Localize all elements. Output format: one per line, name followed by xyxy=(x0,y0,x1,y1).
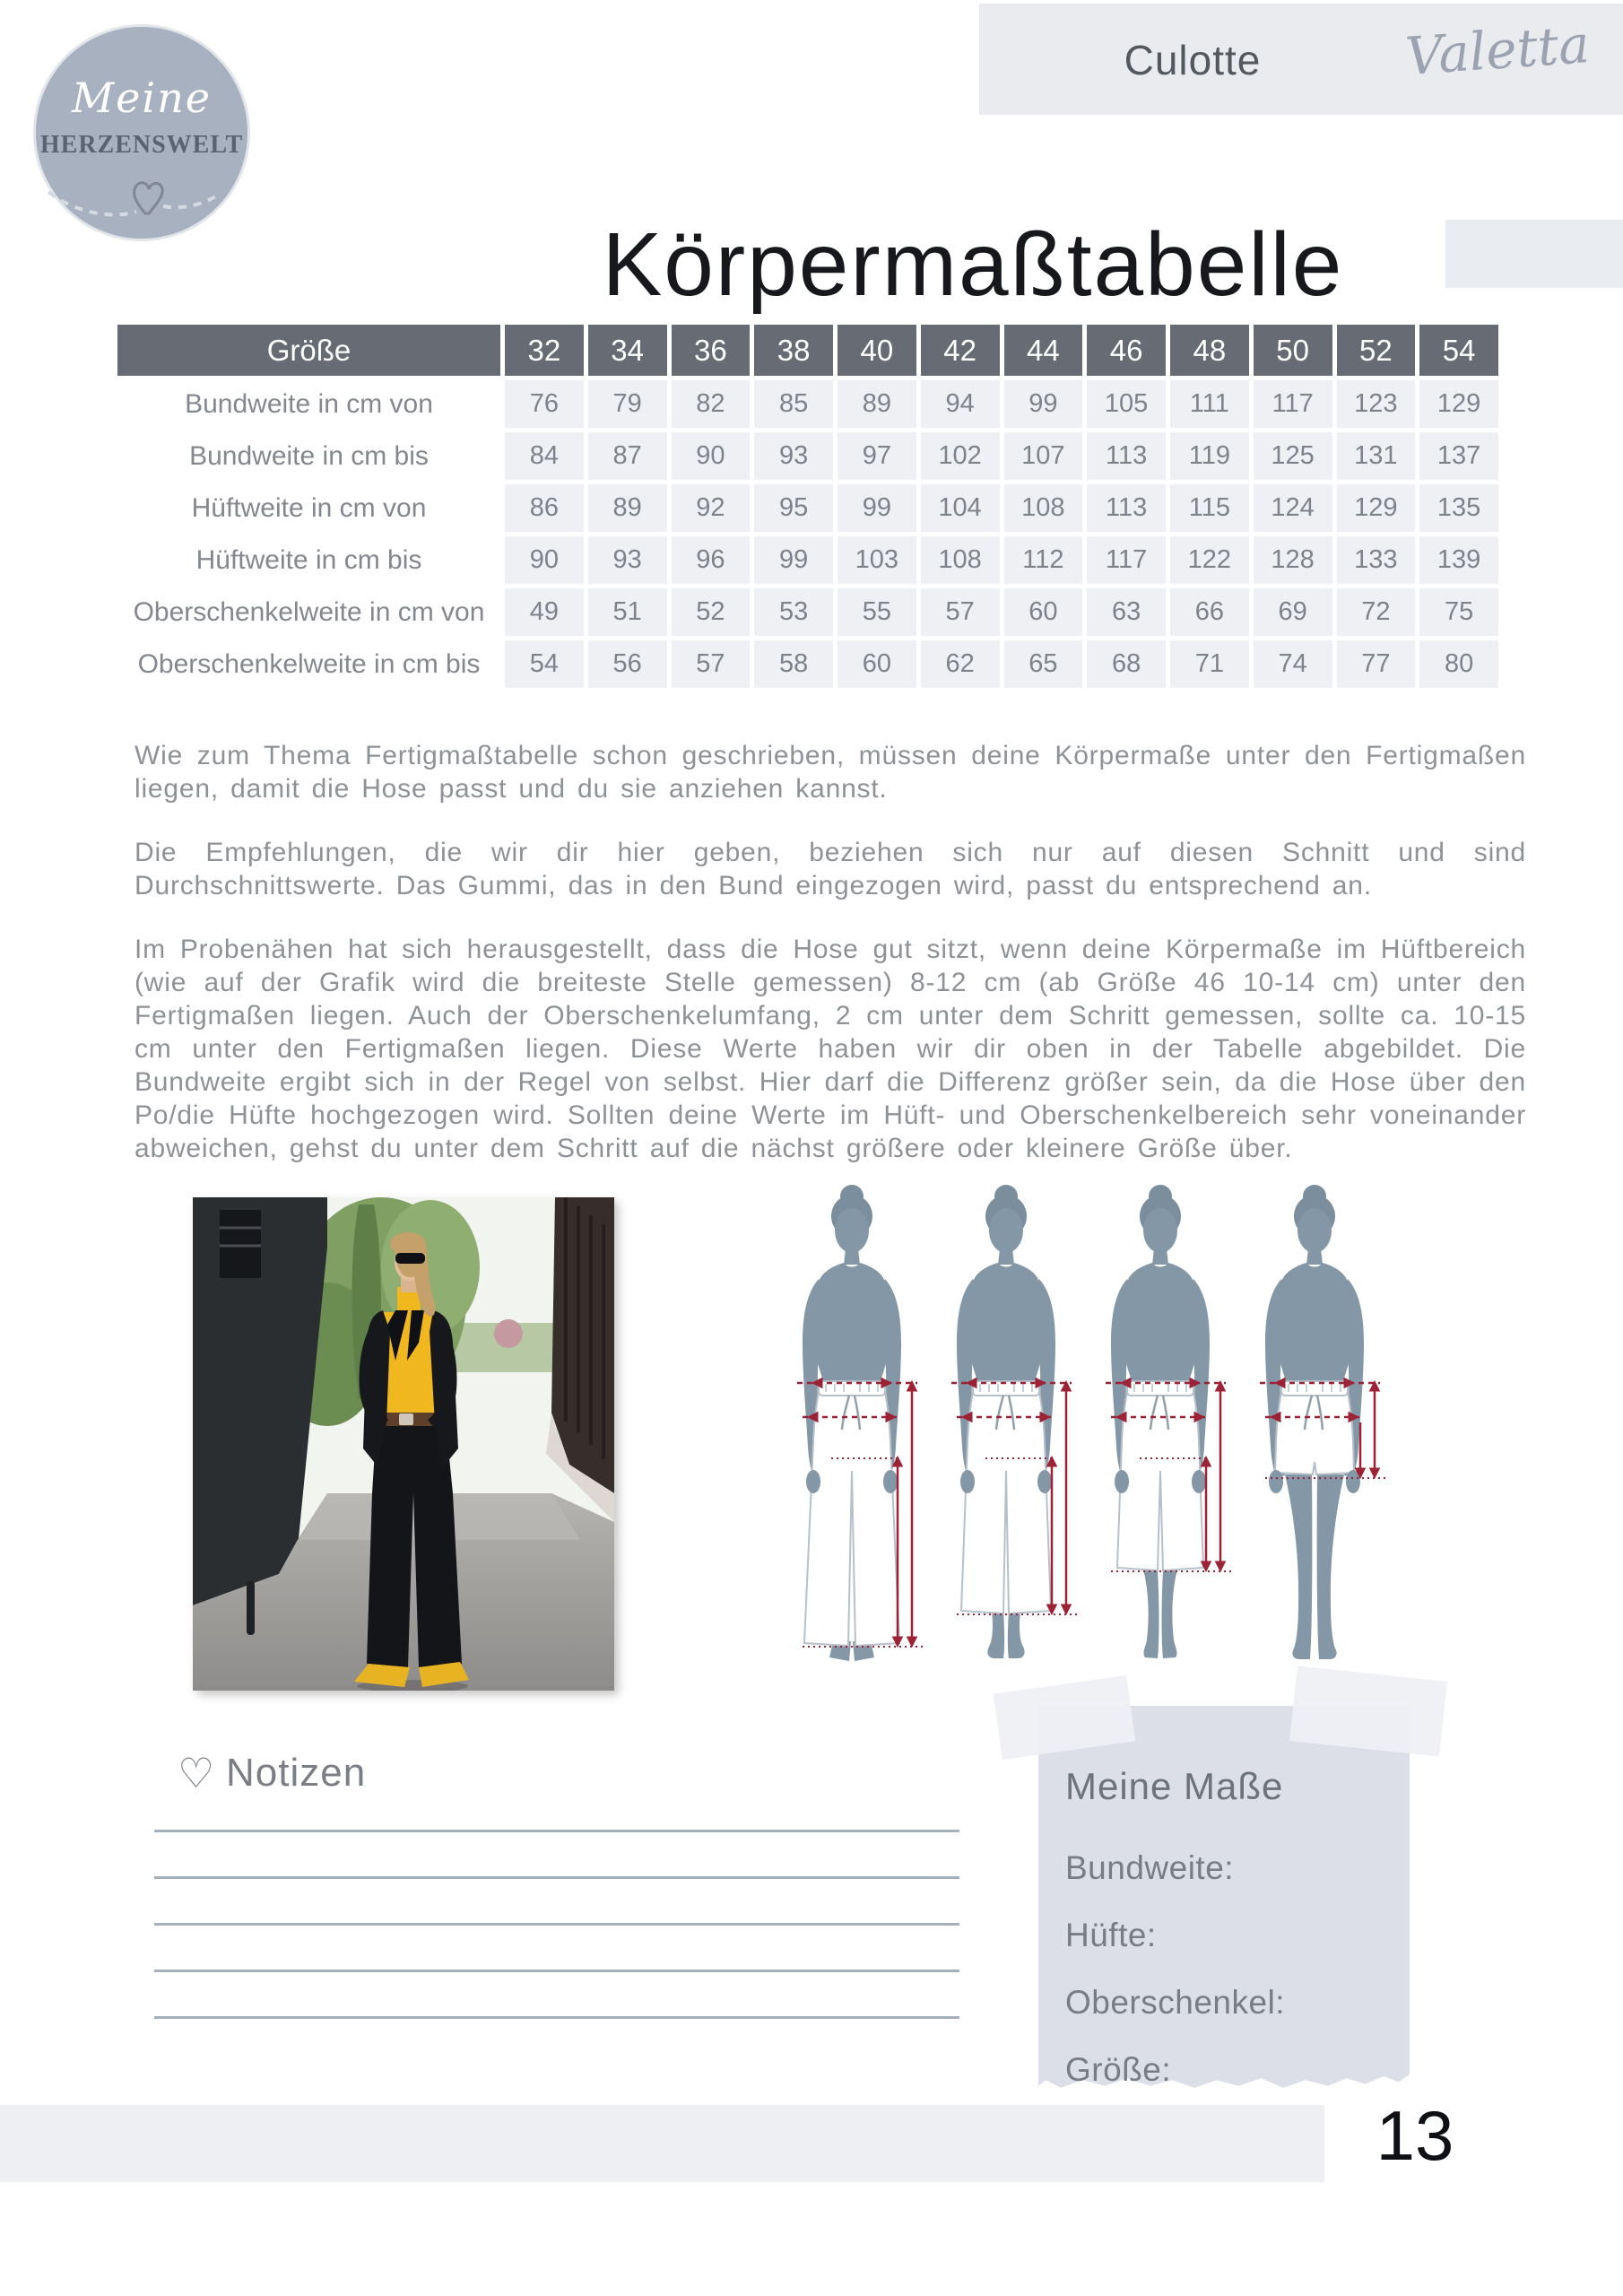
value-cell: 57 xyxy=(921,588,1000,636)
value-cell: 124 xyxy=(1254,484,1332,532)
value-cell: 89 xyxy=(588,484,667,532)
value-cell: 105 xyxy=(1087,380,1166,428)
row-label: Oberschenkelweite in cm bis xyxy=(137,649,481,679)
value-cell: 69 xyxy=(1254,588,1332,636)
row-label: Hüftweite in cm bis xyxy=(195,545,422,575)
brand-logo xyxy=(36,27,247,239)
notes-label: Notizen xyxy=(226,1751,367,1795)
note-line xyxy=(154,1830,959,1832)
photo-sunglasses xyxy=(395,1253,425,1264)
value-cell: 60 xyxy=(838,640,916,688)
page-number: 13 xyxy=(1376,2096,1454,2175)
value-cell: 103 xyxy=(838,536,916,584)
value-cell: 119 xyxy=(1170,432,1249,480)
value-cell: 58 xyxy=(754,640,833,688)
value-cell: 77 xyxy=(1337,640,1416,688)
table-row xyxy=(117,640,1498,688)
size-column-header: 44 xyxy=(1004,325,1083,376)
value-cell: 90 xyxy=(505,536,584,584)
size-column-header: 52 xyxy=(1337,325,1416,376)
notes-heart-icon: ♡ xyxy=(178,1750,215,1796)
value-cell: 54 xyxy=(505,640,584,688)
note-line xyxy=(154,1876,959,1879)
value-cell: 93 xyxy=(588,536,667,584)
outfit-photo xyxy=(193,1197,614,1691)
value-cell: 137 xyxy=(1419,432,1498,480)
value-cell: 72 xyxy=(1337,588,1416,636)
size-table-header-label: Größe xyxy=(117,325,500,376)
value-cell: 99 xyxy=(1004,380,1083,428)
paragraph-1: Wie zum Thema Fertigmaßtabelle schon geschrieben, müssen deine Körpermaße unter den Fertigmaßen liegen, damit die Hose passt und du sie anziehen kannst. xyxy=(135,741,1526,804)
figure-78-culotte xyxy=(951,1185,1077,1658)
card-field-bundweite: Bundweite: xyxy=(1065,1849,1235,1886)
size-column-header: 46 xyxy=(1087,325,1166,376)
page-title: Körpermaßtabelle xyxy=(602,214,1344,315)
value-cell: 85 xyxy=(754,380,833,428)
value-cell: 74 xyxy=(1254,640,1332,688)
card-title: Meine Maße xyxy=(1065,1765,1284,1807)
logo-caps-word: HERZENSWELT xyxy=(39,131,244,159)
size-column-header: 50 xyxy=(1254,325,1332,376)
row-label: Hüftweite in cm von xyxy=(191,493,427,523)
value-cell: 107 xyxy=(1004,432,1083,480)
value-cell: 53 xyxy=(754,588,833,636)
photo-pink-bush xyxy=(494,1319,523,1348)
value-cell: 93 xyxy=(754,432,833,480)
card-field-huefte: Hüfte: xyxy=(1065,1917,1157,1953)
note-line xyxy=(154,1970,959,1972)
value-cell: 131 xyxy=(1337,432,1416,480)
value-cell: 115 xyxy=(1170,484,1249,532)
size-column-header: 48 xyxy=(1170,325,1249,376)
value-cell: 76 xyxy=(505,380,584,428)
value-cell: 92 xyxy=(672,484,751,532)
value-cell: 123 xyxy=(1337,380,1416,428)
size-table xyxy=(117,325,1498,692)
figure-shorts xyxy=(1260,1185,1385,1659)
measurement-figures xyxy=(767,1182,1524,1689)
pattern-name-signature: Valetta xyxy=(1403,13,1592,88)
figure-long-pants xyxy=(797,1185,923,1661)
paragraph-3: Im Probenähen hat sich herausgestellt, dass die Hose gut sitzt, wenn deine Körpermaße im Hüftbereich (wie auf der Grafik wird die breiteste Stelle gemessen) 8-12 cm (ab Größe 46 10-14 cm) unter den Fertigmaßen liegen. Auch der Oberschenkelumfang, 2 cm unter dem Schritt gemessen, sollte ca. 10-15 cm unter den Fertigmaßen liegen. Diese Werte haben wir dir oben in der Tabelle abgebildet. Die Bundweite ergibt sich in der Regel von selbst. Hier darf die Differenz größer sein, da die Hose über den Po/die Hüfte hochgezogen wird. Sollten deine Werte im Hüft- und Oberschenkelbereich sehr voneinander abweichen, gehst du unter dem Schritt auf die nächst größere oder kleinere Größe über. xyxy=(135,935,1526,1163)
value-cell: 87 xyxy=(588,432,667,480)
value-cell: 122 xyxy=(1170,536,1249,584)
value-cell: 79 xyxy=(588,380,667,428)
value-cell: 112 xyxy=(1004,536,1083,584)
value-cell: 117 xyxy=(1087,536,1166,584)
value-cell: 139 xyxy=(1419,536,1498,584)
value-cell: 99 xyxy=(754,536,833,584)
row-label: Oberschenkelweite in cm von xyxy=(133,597,485,627)
value-cell: 135 xyxy=(1419,484,1498,532)
value-cell: 60 xyxy=(1004,588,1083,636)
note-line xyxy=(154,1923,959,1926)
value-cell: 52 xyxy=(672,588,751,636)
figure-midi-culotte xyxy=(1106,1185,1231,1658)
value-cell: 63 xyxy=(1087,588,1166,636)
paragraph-2: Die Empfehlungen, die wir dir hier geben, beziehen sich nur auf diesen Schnitt und sind Durchschnittswerte. Das Gummi, das in den Bund eingezogen wird, passt du entsprechend an. xyxy=(135,838,1526,900)
value-cell: 90 xyxy=(672,432,751,480)
note-line xyxy=(154,2016,959,2019)
row-label: Bundweite in cm von xyxy=(185,389,433,419)
value-cell: 133 xyxy=(1337,536,1416,584)
value-cell: 66 xyxy=(1170,588,1249,636)
value-cell: 75 xyxy=(1419,588,1498,636)
value-cell: 117 xyxy=(1254,380,1332,428)
value-cell: 55 xyxy=(838,588,916,636)
card-field-groesse: Größe: xyxy=(1065,2051,1172,2088)
value-cell: 57 xyxy=(672,640,751,688)
value-cell: 97 xyxy=(838,432,916,480)
size-column-header: 40 xyxy=(838,325,916,376)
size-column-header: 38 xyxy=(754,325,833,376)
pattern-type-label: Culotte xyxy=(1124,37,1262,83)
logo-script-word: Meine xyxy=(72,74,212,122)
photo-belt-buckle xyxy=(399,1413,413,1425)
tape-icon xyxy=(1289,1665,1447,1756)
table-row xyxy=(117,484,1498,532)
table-row xyxy=(117,432,1498,480)
value-cell: 128 xyxy=(1254,536,1332,584)
value-cell: 56 xyxy=(588,640,667,688)
value-cell: 62 xyxy=(921,640,1000,688)
value-cell: 113 xyxy=(1087,484,1166,532)
value-cell: 82 xyxy=(672,380,751,428)
value-cell: 129 xyxy=(1419,380,1498,428)
value-cell: 125 xyxy=(1254,432,1332,480)
value-cell: 113 xyxy=(1087,432,1166,480)
value-cell: 96 xyxy=(672,536,751,584)
table-row xyxy=(117,536,1498,584)
value-cell: 49 xyxy=(505,588,584,636)
value-cell: 111 xyxy=(1170,380,1249,428)
photo-window xyxy=(220,1210,261,1278)
logo-heart-icon xyxy=(36,161,247,239)
title-accent-rect xyxy=(1445,220,1623,288)
value-cell: 102 xyxy=(921,432,1000,480)
table-row xyxy=(117,588,1498,636)
value-cell: 86 xyxy=(505,484,584,532)
value-cell: 80 xyxy=(1419,640,1498,688)
size-column-header: 42 xyxy=(921,325,1000,376)
table-row xyxy=(117,380,1498,428)
value-cell: 65 xyxy=(1004,640,1083,688)
size-column-header: 36 xyxy=(672,325,751,376)
value-cell: 94 xyxy=(921,380,1000,428)
value-cell: 89 xyxy=(838,380,916,428)
value-cell: 108 xyxy=(921,536,1000,584)
value-cell: 71 xyxy=(1170,640,1249,688)
size-column-header: 54 xyxy=(1419,325,1498,376)
value-cell: 95 xyxy=(754,484,833,532)
photo-bollard xyxy=(247,1581,255,1635)
notes-lines xyxy=(154,1830,959,2063)
value-cell: 104 xyxy=(921,484,1000,532)
row-label: Bundweite in cm bis xyxy=(189,441,429,471)
size-column-header: 32 xyxy=(505,325,584,376)
my-measurements-card xyxy=(1038,1706,1410,2090)
value-cell: 84 xyxy=(505,432,584,480)
value-cell: 51 xyxy=(588,588,667,636)
size-column-header: 34 xyxy=(588,325,667,376)
value-cell: 99 xyxy=(838,484,916,532)
footer-band xyxy=(0,2105,1324,2182)
value-cell: 129 xyxy=(1337,484,1416,532)
value-cell: 108 xyxy=(1004,484,1083,532)
value-cell: 68 xyxy=(1087,640,1166,688)
card-field-oberschenkel: Oberschenkel: xyxy=(1065,1984,1286,2021)
